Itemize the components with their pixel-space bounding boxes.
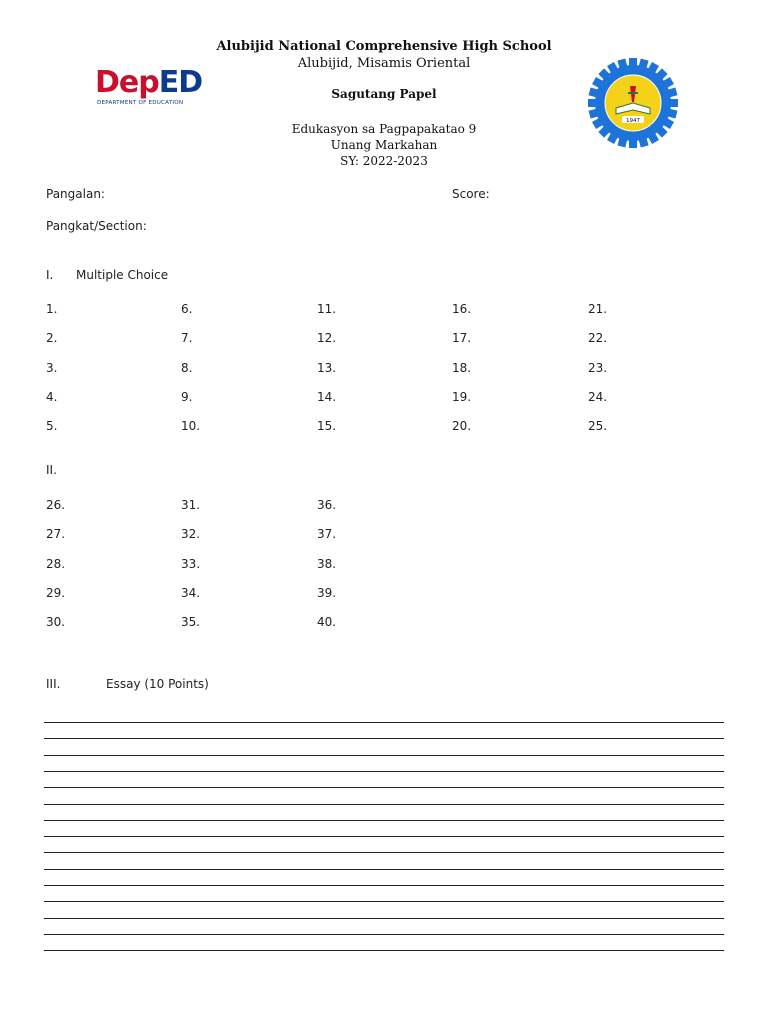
item-number: 6. xyxy=(181,302,193,316)
item-number: 29. xyxy=(46,585,66,600)
sheet-title: Sagutang Papel xyxy=(331,87,437,101)
part3-numeral: III. xyxy=(46,677,61,691)
deped-wordmark-right: ED xyxy=(158,65,203,100)
item-number: 14. xyxy=(317,389,337,404)
part1-numeral: I. xyxy=(46,268,54,282)
essay-line xyxy=(44,738,724,739)
item-number: 23. xyxy=(588,360,608,375)
item-number: 27. xyxy=(46,527,66,542)
score-label: Score: xyxy=(452,187,490,201)
item-number: 20. xyxy=(452,419,472,434)
item-number: 16. xyxy=(452,302,472,316)
essay-line xyxy=(44,771,724,772)
item-number: 13. xyxy=(317,360,337,375)
essay-line xyxy=(44,852,724,853)
essay-line xyxy=(44,722,724,723)
item-number: 31. xyxy=(181,498,201,512)
item-number: 22. xyxy=(588,331,608,346)
section-label: Pangkat/Section: xyxy=(46,219,147,233)
school-name: Alubijid National Comprehensive High School xyxy=(216,39,552,54)
item-number: 7. xyxy=(181,331,193,346)
item-number: 18. xyxy=(452,360,472,375)
deped-logo xyxy=(95,66,203,112)
deped-wordmark xyxy=(95,66,202,100)
school-address: Alubijid, Misamis Oriental xyxy=(297,56,471,71)
item-number: 5. xyxy=(46,419,58,434)
part1-title: Multiple Choice xyxy=(76,268,169,282)
essay-line xyxy=(44,787,724,788)
item-number: 2. xyxy=(46,331,58,346)
item-number: 28. xyxy=(46,556,66,571)
item-number: 34. xyxy=(181,585,201,600)
school-year: SY: 2022-2023 xyxy=(340,154,428,168)
item-number: 33. xyxy=(181,556,201,571)
seal-year: 1947 xyxy=(626,118,640,124)
essay-line xyxy=(44,934,724,935)
school-seal-icon xyxy=(586,56,680,150)
essay-line xyxy=(44,804,724,805)
item-number: 1. xyxy=(46,302,58,316)
item-number: 39. xyxy=(317,585,337,600)
part2-numeral: II. xyxy=(46,463,57,477)
essay-line xyxy=(44,885,724,886)
item-number: 17. xyxy=(452,331,472,346)
item-number: 25. xyxy=(588,419,608,434)
item-number: 9. xyxy=(181,389,193,404)
item-number: 32. xyxy=(181,527,201,542)
item-number: 19. xyxy=(452,389,472,404)
item-number: 24. xyxy=(588,389,608,404)
deped-subtext: DEPARTMENT OF EDUCATION xyxy=(97,100,184,106)
item-number: 40. xyxy=(317,615,337,630)
item-number: 3. xyxy=(46,360,58,375)
item-number: 15. xyxy=(317,419,337,434)
item-number: 10. xyxy=(181,419,201,434)
essay-line xyxy=(44,755,724,756)
item-number: 37. xyxy=(317,527,337,542)
item-number: 11. xyxy=(317,302,337,316)
essay-line xyxy=(44,820,724,821)
subject-line: Edukasyon sa Pagpapakatao 9 xyxy=(291,122,477,136)
item-number: 30. xyxy=(46,615,66,630)
essay-line xyxy=(44,869,724,870)
essay-line xyxy=(44,950,724,951)
item-number: 12. xyxy=(317,331,337,346)
item-number: 21. xyxy=(588,302,608,316)
part3-title: Essay (10 Points) xyxy=(106,677,209,691)
item-number: 36. xyxy=(317,498,337,512)
essay-line xyxy=(44,901,724,902)
item-number: 35. xyxy=(181,615,201,630)
item-number: 4. xyxy=(46,389,58,404)
item-number: 38. xyxy=(317,556,337,571)
item-number: 26. xyxy=(46,498,66,512)
deped-wordmark-left: Dep xyxy=(95,65,159,100)
quarter-line: Unang Markahan xyxy=(330,138,438,152)
essay-line xyxy=(44,918,724,919)
name-label: Pangalan: xyxy=(46,187,105,201)
essay-line xyxy=(44,836,724,837)
item-number: 8. xyxy=(181,360,193,375)
